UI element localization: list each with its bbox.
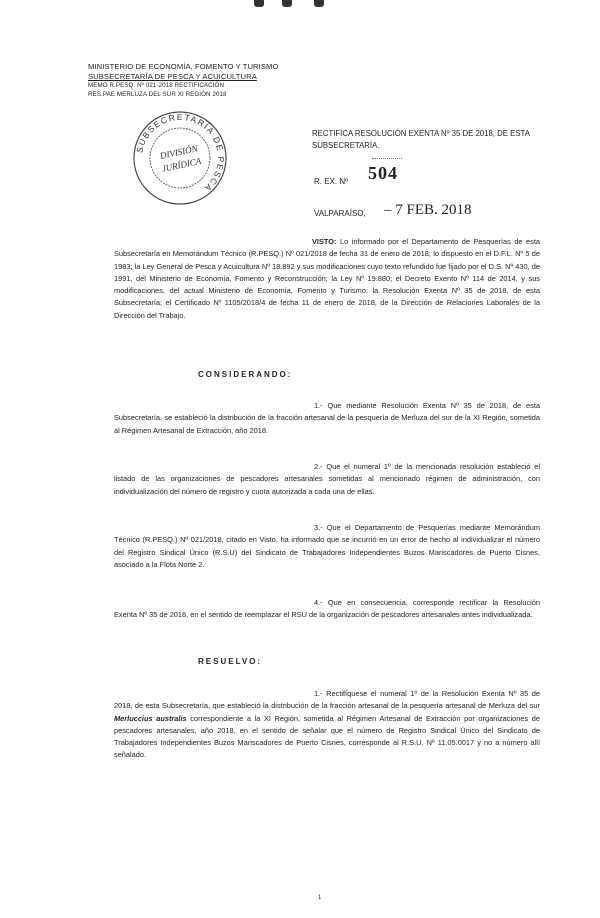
stamp-ring-text: SUBSECRETARÍA DE PESCA: [134, 111, 227, 195]
considerando-item-3: 3.- Que el Departamento de Pesquerías mediante Memorándum Técnico (R.PESQ.) Nº 021/2018, citado en Visto, ha informado que se incurrió en un error de hecho al individualizar el número del Registro Sindical Único (R.S.U) del Sindicato de Trabajadores Independientes Buzos Mariscadores de Puerto Cisnes, asociado a la Flota Norte 2.: [114, 523, 540, 569]
ministry-name: MINISTERIO DE ECONOMÍA, FOMENTO Y TURISMO: [88, 62, 279, 71]
visto-label: VISTO:: [312, 237, 337, 246]
stamp-center-line1: DIVISIÓN: [159, 143, 199, 161]
resolution-number: 504: [368, 163, 398, 183]
considerando-item-1: 1.- Que mediante Resolución Exenta Nº 35 de 2018, de esta Subsecretaría, se estableció la distribución de la fracción artesanal de la pesquería de Merluza del sur de la XI Región, sometida al Régimen Artesanal de Extracción, año 2018.: [114, 401, 540, 435]
top-edge-mark: [254, 0, 334, 8]
stamp-center-line2: JURÍDICA: [160, 155, 203, 174]
letterhead: [88, 62, 298, 99]
resolution-reference: RES.PAE MERLUZA DEL SUR XI REGIÓN 2018: [88, 90, 227, 98]
visto-paragraph: [114, 236, 540, 322]
visto-text: Lo informado por el Departamento de Pesquerías de esta Subsecretaría en Memorándum Técnico (R.PESQ.) Nº 021/2018 de fecha 31 de enero de 2018; lo dispuesto en el D.F.L. Nº 5 de 1983; la Ley General de Pesca y Acuicultura Nº 18.892 y sus modificaciones cuyo texto refundido fue fijado por el D.S. Nº 430, de 1991, del Ministerio de Economía, Fomento y Reconstrucción; la Ley Nº 19.880; el Decreto Exento Nº 114 de 2014, y sus modificaciones, del actual Ministerio de Economía, Fomento y Turismo; la Resolución Exenta Nº 35 de 2018, de esta Subsecretaría; el Certificado Nº 1105/2018/4 de fecha 11 de enero de 2018, de la Dirección de Relaciones Laborales de la Dirección del Trabajo.: [114, 237, 540, 320]
resuelvo-item-1: 1.- Rectifíquese el numeral 1º de la Resolución Exenta Nº 35 de 2018, de esta Subsecretaría, que estableció la distribución de la fracción artesanal de la pesquería artesanal de Merluza del sur Merluccius australis correspondiente a la XI Región, sometida al Régimen Artesanal de Extracción por organizaciones de pescadores artesanales, año 2018, en el sentido de señalar que el número de Registro Sindical Único del Sindicato de Trabajadores Independientes Buzos Mariscadores de Puerto Cisnes, corresponde al R.S.U. Nº 11.05.0017 y no a número allí señalado.: [114, 689, 540, 760]
considerando-item-4: 4.- Que en consecuencia, corresponde rectificar la Resolución Exenta Nº 35 de 2018, en el sentido de reemplazar el RSU de la organización de pescadores artesanales antes individualizada.: [114, 598, 540, 620]
resuelvo-heading: RESUELVO:: [198, 657, 263, 666]
number-dots: [372, 158, 402, 159]
juridica-stamp: [130, 108, 230, 208]
document-subject: RECTIFICA RESOLUCIÓN EXENTA Nº 35 DE 2018, DE ESTA SUBSECRETARÍA.: [312, 129, 530, 150]
place-label: VALPARAÍSO,: [314, 209, 366, 218]
subsecretaria-name: SUBSECRETARÍA DE PESCA Y ACUICULTURA: [88, 72, 257, 81]
memo-reference: MEMO R.PESQ. Nº 021-2018 RECTIFICACIÓN: [88, 82, 225, 89]
considerando-item-2: 2.- Que el numeral 1º de la mencionada resolución estableció el listado de las organizaciones de pescadores artesanales sometidas al mencionado régimen de administración, con individualización del número de registro y cuota autorizada a cada una de ellas.: [114, 462, 540, 496]
resolution-number-label: R. EX. Nº: [314, 177, 349, 186]
considerando-heading: CONSIDERANDO:: [198, 370, 293, 379]
species-name: Merluccius australis: [114, 713, 187, 723]
page-number: 1: [318, 895, 322, 901]
resolution-date: – 7 FEB. 2018: [384, 202, 472, 218]
